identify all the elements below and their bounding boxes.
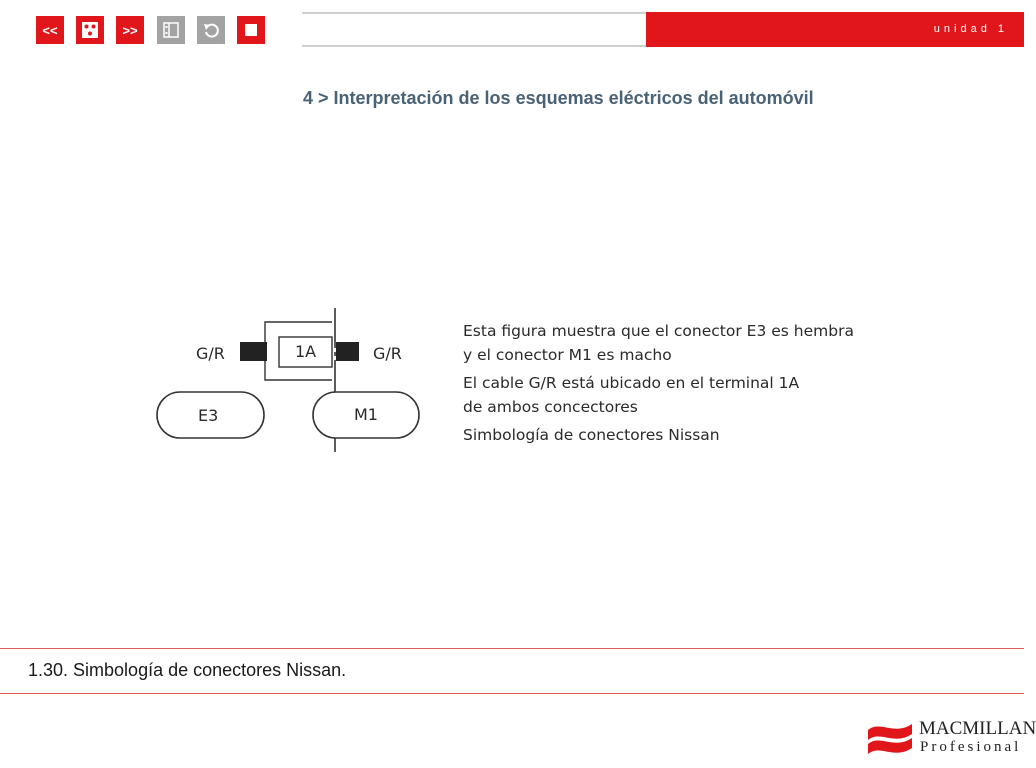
macmillan-flag-icon: [866, 716, 916, 760]
index-list-icon: [162, 21, 180, 39]
figure-text-line: El cable G/R está ubicado en el terminal 1A: [463, 374, 800, 392]
double-chevron-left-icon: <<: [42, 22, 58, 38]
wire-label-left: G/R: [196, 344, 225, 363]
double-chevron-right-icon: >>: [122, 22, 138, 38]
figure-caption: 1.30. Simbología de conectores Nissan.: [28, 660, 347, 680]
figure-text-line: y el conector M1 es macho: [463, 345, 672, 364]
next-button[interactable]: [116, 16, 144, 44]
return-arrow-icon: [202, 21, 220, 39]
connector-label-e3: E3: [198, 406, 219, 425]
terminal-label: 1A: [295, 342, 317, 361]
figure-text-line: Simbología de conectores Nissan: [463, 426, 720, 444]
index-button[interactable]: [157, 16, 185, 44]
dots-grid-icon: [81, 21, 99, 39]
logo-word-macmillan: MACMILLAN: [919, 718, 1036, 739]
wire-label-right: G/R: [373, 344, 402, 363]
stop-square-icon: [242, 21, 260, 39]
figure-text-line: Esta figura muestra que el conector E3 es hembra: [463, 322, 854, 340]
stop-button[interactable]: [237, 16, 265, 44]
menu-button[interactable]: [76, 16, 104, 44]
header-rule-top: [302, 12, 646, 14]
unit-label: unidad 1: [933, 23, 1008, 35]
unit-banner: [646, 12, 1024, 47]
back-button[interactable]: [197, 16, 225, 44]
caption-rule-top: [0, 648, 1024, 649]
connector-label-m1: M1: [354, 405, 378, 424]
figure-text-line: de ambos concectores: [463, 397, 638, 416]
page-title: 4 > Interpretación de los esquemas eléctricos del automóvil: [303, 88, 814, 108]
macmillan-logo: [866, 716, 1036, 760]
logo-word-profesional: Profesional: [920, 739, 1022, 755]
connector-diagram: [150, 300, 450, 460]
figure-description: [463, 320, 854, 448]
prev-button[interactable]: [36, 16, 64, 44]
header-rule-bottom: [302, 45, 646, 47]
caption-rule-bottom: [0, 693, 1024, 694]
connector-figure: [150, 300, 890, 460]
